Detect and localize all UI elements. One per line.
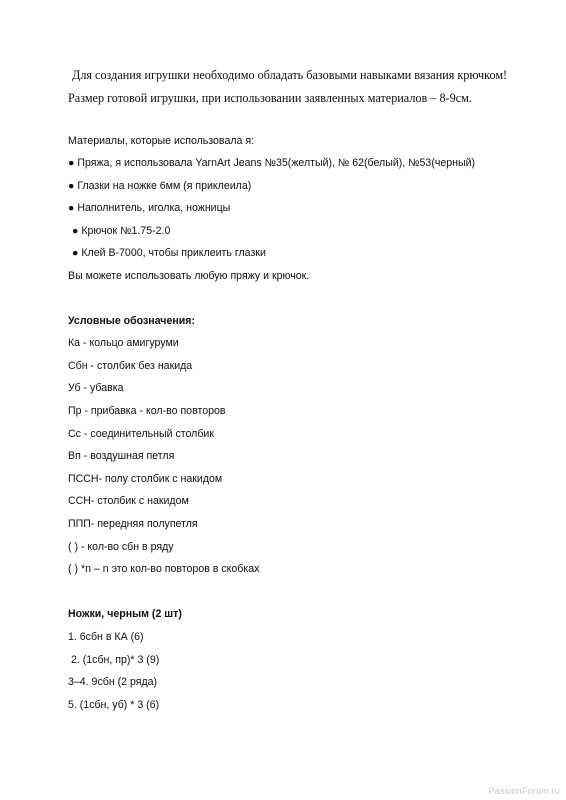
materials-item-glue: ● Клей B-7000, чтобы приклеить глазки	[72, 247, 266, 259]
materials-item-yarn: ● Пряжа, я использовала YarnArt Jeans №35(желтый), № 62(белый), №53(черный)	[68, 157, 476, 169]
legend-item: Сс - соединительный столбик	[68, 428, 214, 440]
legend-item: ППП- передняя полупетля	[68, 518, 198, 530]
legend-item: ПССН- полу столбик с накидом	[68, 473, 223, 485]
materials-item-hook: ● Крючок №1.75-2.0	[72, 225, 171, 237]
legend-item: Уб - убавка	[68, 382, 124, 394]
legs-row: 2. (1сбн, пр)* 3 (9)	[68, 654, 160, 666]
legend-item: Вп - воздушная петля	[68, 450, 175, 462]
materials-item-eyes: ● Глазки на ножке 6мм (я приклеила)	[68, 180, 252, 192]
watermark: PassionForum.ru	[488, 786, 560, 796]
legend-item: ( ) - кол-во сбн в ряду	[68, 541, 174, 553]
legend-item: ( ) *n – n это кол-во повторов в скобках	[68, 563, 260, 575]
legend-heading: Условные обозначения:	[68, 315, 195, 327]
legs-row: 5. (1сбн, уб) * 3 (6)	[68, 699, 160, 711]
intro-line-1: Для создания игрушки необходимо обладать базовыми навыками вязания крючком!	[72, 68, 508, 82]
materials-note: Вы можете использовать любую пряжу и крючок.	[68, 270, 310, 282]
legend-item: Сбн - столбик без накида	[68, 360, 193, 372]
legs-row: 3–4. 9сбн (2 ряда)	[68, 676, 158, 688]
materials-heading: Материалы, которые использовала я:	[68, 135, 255, 147]
legs-heading: Ножки, черным (2 шт)	[68, 608, 182, 620]
intro-line-2: Размер готовой игрушки, при использовании заявленных материалов – 8-9см.	[68, 91, 472, 105]
legend-item: Ка - кольцо амигуруми	[68, 337, 179, 349]
legend-item: ССН- столбик с накидом	[68, 495, 189, 507]
materials-item-filler: ● Наполнитель, иголка, ножницы	[68, 202, 231, 214]
legs-row: 1. 6сбн в КА (6)	[68, 631, 144, 643]
legend-item: Пр - прибавка - кол-во повторов	[68, 405, 226, 417]
